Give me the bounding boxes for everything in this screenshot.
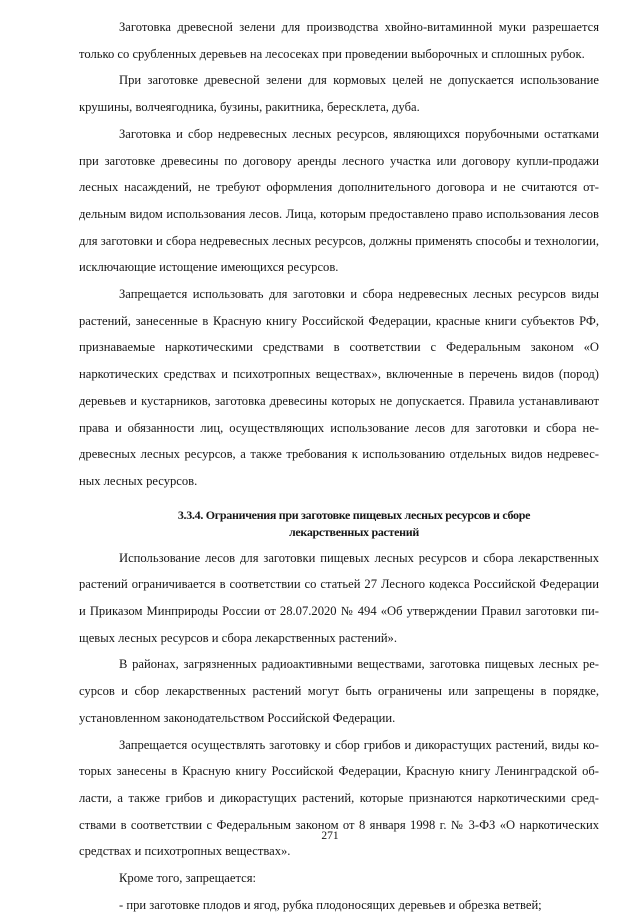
section-heading-line1: 3.3.4. Ограничения при заготовке пищевых лесных ресурсов и сборе [177, 507, 531, 522]
section-heading-line2: лекарственных растений [288, 524, 420, 539]
list-item-fruit-harvest: - при заготовке плодов и ягод, рубка плодоносящих деревьев и обрезка ветвей; [119, 897, 542, 912]
paragraph-also-prohibited: Кроме того, запрещается: [119, 871, 256, 886]
paragraph-food-resources: Использование лесов для заготовки пищевых лесных ресурсов и сбора лекарственных растений ограничивается в соответствии со статьей 27 Лесного кодекса Российской Федерации и Приказом Минприроды России от 28.07.2020 № 494 «Об утверждении Правил заготовки пищевых лесных ресурсов и сбора лекарственных растений». [79, 550, 599, 645]
paragraph-mushroom-prohibition: Запрещается осуществлять заготовку и сбор грибов и дикорастущих растений, виды которых занесены в Красную книгу Российской Федерации, Красную книгу Ленинградской области, а также грибов и дикорастущих растений, которые признаются наркотическими средствами в соответствии с Федеральным законом от 8 января 1998 г. № 3-ФЗ «О наркотических средствах и психотропных веществах». [79, 737, 599, 859]
paragraph-radioactive-areas: В районах, загрязненных радиоактивными веществами, заготовка пищевых лесных ресурсов и сбор лекарственных растений могут быть ограничены или запрещены в порядке, установленном законодательством Российской Федерации. [79, 657, 599, 725]
paragraph-needle-greenery: Заготовка древесной зелени для производства хвойно-витаминной муки разрешается только со срубленных деревьев на лесосеках при проведении выборочных и сплошных рубок. [79, 20, 599, 61]
paragraph-prohibited-species: Запрещается использовать для заготовки и сбора недревесных лесных ресурсов виды растений, занесенные в Красную книгу Российской Федерации, красные книги субъектов РФ, признаваемые наркотическими средствами в соответствии с Федеральным законом «О наркотических средствах и психотропных веществах», включенные в перечень видов (пород) деревьев и кустарников, заготовка древесины которых не допускается. Правила устанавливают права и обязанности лиц, осуществляющих использование лесов для заготовки и сбора недревесных лесных ресурсов, а также требования к использованию отдельных видов недревесных лесных ресурсов. [79, 287, 599, 488]
paragraph-logging-residues: Заготовка и сбор недревесных лесных ресурсов, являющихся порубочными остатками при заготовке древесины по договору аренды лесного участка или договору купли-продажи лесных насаждений, не требуют оформления дополнительного договора и не считаются отдельным видом использования лесов. Лица, которым предоставлено право использования лесов для заготовки и сбора недревесных лесных ресурсов, должны применять способы и технологии, исключающие истощение имеющихся ресурсов. [79, 126, 599, 275]
section-heading [79, 507, 599, 541]
paragraph-fodder-restrictions: При заготовке древесной зелени для кормовых целей не допускается использование крушины, волчеягодника, бузины, ракитника, бересклета, дуба. [79, 73, 599, 115]
page-number: 271 [321, 830, 339, 842]
